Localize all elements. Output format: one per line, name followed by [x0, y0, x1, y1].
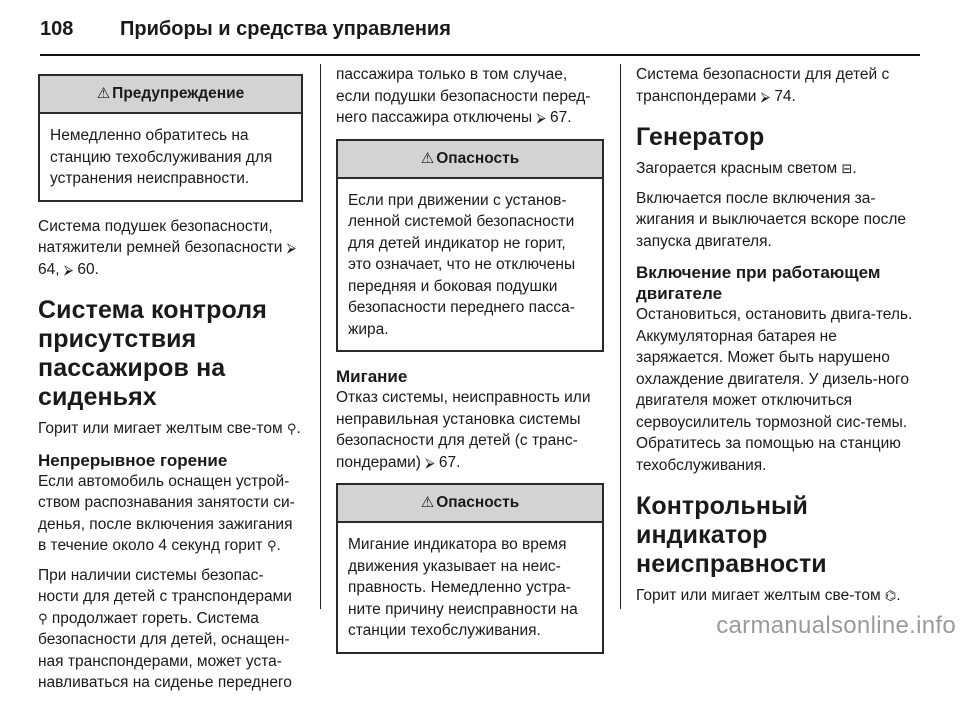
- column-left: [38, 64, 303, 702]
- paragraph-text: Горит или мигает желтым све-том: [636, 587, 881, 604]
- paragraph-text: Загорается красным светом: [636, 160, 838, 177]
- warning-box-header: [40, 76, 301, 114]
- warning-box: [38, 74, 303, 202]
- danger-box-header: [338, 141, 602, 179]
- paragraph: [38, 565, 303, 694]
- danger-box-header: [338, 485, 602, 523]
- seat-occupancy-indicator-icon: ⚲: [266, 538, 277, 553]
- danger-heading: Опасность: [436, 494, 520, 512]
- page-ref[interactable]: 60.: [77, 260, 99, 278]
- paragraph-text: Отказ системы, неисправность или неправильная установка системы безопасности для детей (с транс-пондерами): [336, 389, 591, 471]
- warning-triangle-icon: ⚠: [96, 85, 111, 103]
- section-heading: Генератор: [636, 123, 765, 151]
- page-ref-arrow-icon[interactable]: ⮚: [536, 110, 546, 125]
- warning-text: Немедленно обратитесь на станцию техобслуживания для устранения неисправности.: [50, 127, 273, 187]
- paragraph-text: Система безопасности для детей с транспондерами: [636, 66, 890, 105]
- paragraph: Горит или мигает желтым све-том ⌬.: [636, 585, 926, 607]
- watermark: carmanualsonline.info: [716, 612, 956, 639]
- paragraph: Загорается красным светом ⊟.: [636, 158, 926, 180]
- paragraph: [636, 64, 926, 107]
- paragraph: Горит или мигает желтым све-том ⚲.: [38, 418, 303, 440]
- page-ref-arrow-icon[interactable]: ⮚: [760, 88, 770, 104]
- page-ref[interactable]: 67.: [550, 109, 572, 126]
- warning-triangle-icon: ⚠: [420, 149, 435, 167]
- page-ref-arrow-icon[interactable]: ⮚: [63, 261, 74, 277]
- subheading: Включение при работающем двигателе: [636, 263, 881, 303]
- page-number: 108: [40, 18, 74, 40]
- page-ref-arrow-icon[interactable]: ⮚: [286, 240, 296, 255]
- page-ref-arrow-icon[interactable]: ⮚: [425, 454, 435, 470]
- subheading: Мигание: [336, 367, 408, 386]
- paragraph-text: При наличии системы безопас-ности для детей с транспондерами: [38, 566, 292, 605]
- page-header: [40, 14, 920, 56]
- warning-triangle-icon: ⚠: [420, 494, 435, 512]
- danger-box: [336, 483, 604, 654]
- paragraph: [336, 64, 604, 129]
- paragraph: [38, 216, 303, 281]
- warning-heading: Предупреждение: [112, 85, 245, 103]
- seat-occupancy-indicator-icon: ⚲: [38, 610, 48, 626]
- paragraph: Включается после включения за-жигания и выключается вскоре после запуска двигателя.: [636, 189, 907, 250]
- header-rule: [40, 54, 920, 56]
- danger-text: Если при движении с установ-ленной системой безопасности для детей индикатор не горит, это означает, что не отключены передняя и боковая подушки безопасности переднего пасса-жира.: [348, 191, 576, 338]
- danger-box: [336, 139, 604, 353]
- column-right: [636, 64, 926, 615]
- paragraph: [336, 387, 604, 473]
- engine-malfunction-indicator-icon: ⌬: [884, 588, 897, 603]
- page-ref[interactable]: 64,: [38, 260, 64, 278]
- danger-text: Мигание индикатора во время движения указывает на неис-правность. Немедленно устра-ните причину неисправности на станции техобслуживания.: [348, 536, 578, 639]
- danger-heading: Опасность: [436, 149, 520, 167]
- section-heading: Контрольный индикатор неисправности: [636, 492, 827, 578]
- column-divider: [320, 64, 321, 609]
- column-divider: [620, 64, 621, 609]
- section-heading: Система контроля присутствия пассажиров на сиденьях: [38, 296, 267, 411]
- paragraph: Остановиться, остановить двига-тель. Аккумуляторная батарея не заряжается. Может быть нарушено охлаждение двигателя. У дизель-ного двигателя может отключиться сервоусилитель тормозной сис-темы. Обратитесь за помощью на станцию техобслуживания.: [636, 306, 913, 474]
- seat-occupancy-indicator-icon: ⚲: [286, 421, 297, 436]
- paragraph-text: Горит или мигает желтым све-том: [38, 420, 283, 437]
- subheading: Непрерывное горение: [38, 450, 228, 470]
- paragraph-text: продолжает гореть. Система безопасности для детей, оснащен-ная транспондерами, может уста-навливаться на сиденье переднего: [38, 609, 292, 691]
- page-ref[interactable]: 74.: [774, 87, 796, 105]
- paragraph-text: Система подушек безопасности, натяжители ремней безопасности: [38, 217, 283, 256]
- battery-indicator-icon: ⊟: [841, 161, 853, 176]
- page-title: Приборы и средства управления: [120, 18, 451, 40]
- paragraph-text: пассажира только в том случае, если подушки безопасности перед-него пассажира отключены: [336, 66, 591, 126]
- paragraph: Если автомобиль оснащен устрой-ством распознавания занятости си-денья, после включения зажигания в течение около 4 секунд горит ⚲.: [38, 471, 303, 557]
- paragraph-text: Если автомобиль оснащен устрой-ством распознавания занятости си-денья, после включения зажигания в течение около 4 секунд горит: [38, 472, 295, 554]
- column-middle: [336, 64, 604, 668]
- page-ref[interactable]: 67.: [438, 453, 461, 471]
